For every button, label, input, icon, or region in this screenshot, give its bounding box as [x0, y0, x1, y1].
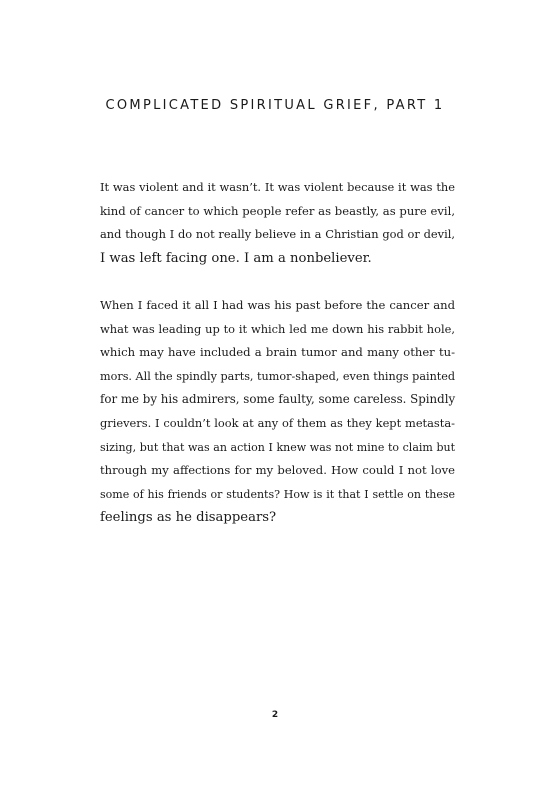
- paragraph-line: feelings as he disappears?: [100, 510, 277, 526]
- paragraph-2: [100, 294, 455, 530]
- paragraph-line: grievers. I couldn’t look at any of them as they kept metasta-: [100, 415, 455, 430]
- paragraph-1: [100, 176, 455, 270]
- paragraph-line: mors. All the spindly parts, tumor-shaped, even things painted: [100, 369, 456, 383]
- paragraph-line: and though I do not really believe in a Christian god or devil,: [100, 227, 455, 242]
- paragraph-line: When I faced it all I had was his past before the cancer and: [100, 297, 455, 312]
- paragraph-line: which may have included a brain tumor and many other tu-: [100, 345, 455, 360]
- paragraph-line: sizing, but that was an action I knew was not mine to claim but: [100, 440, 455, 454]
- paragraph-line: It was violent and it wasn’t. It was violent because it was the: [100, 180, 455, 194]
- paragraph-line: some of his friends or students? How is it that I settle on these: [100, 487, 455, 501]
- paragraph-line: I was left facing one. I am a nonbeliever.: [100, 250, 372, 266]
- paragraph-line: for me by his admirers, some faulty, some careless. Spindly: [100, 392, 456, 407]
- chapter-title: COMPLICATED SPIRITUAL GRIEF, PART 1: [105, 98, 445, 113]
- paragraph-line: through my affections for my beloved. How could I not love: [100, 463, 455, 478]
- paragraph-line: kind of cancer to which people refer as beastly, as pure evil,: [100, 203, 455, 218]
- body-text: [100, 176, 455, 554]
- page-number: 2: [271, 710, 279, 720]
- paragraph-line: what was leading up to it which led me down his rabbit hole,: [100, 321, 455, 336]
